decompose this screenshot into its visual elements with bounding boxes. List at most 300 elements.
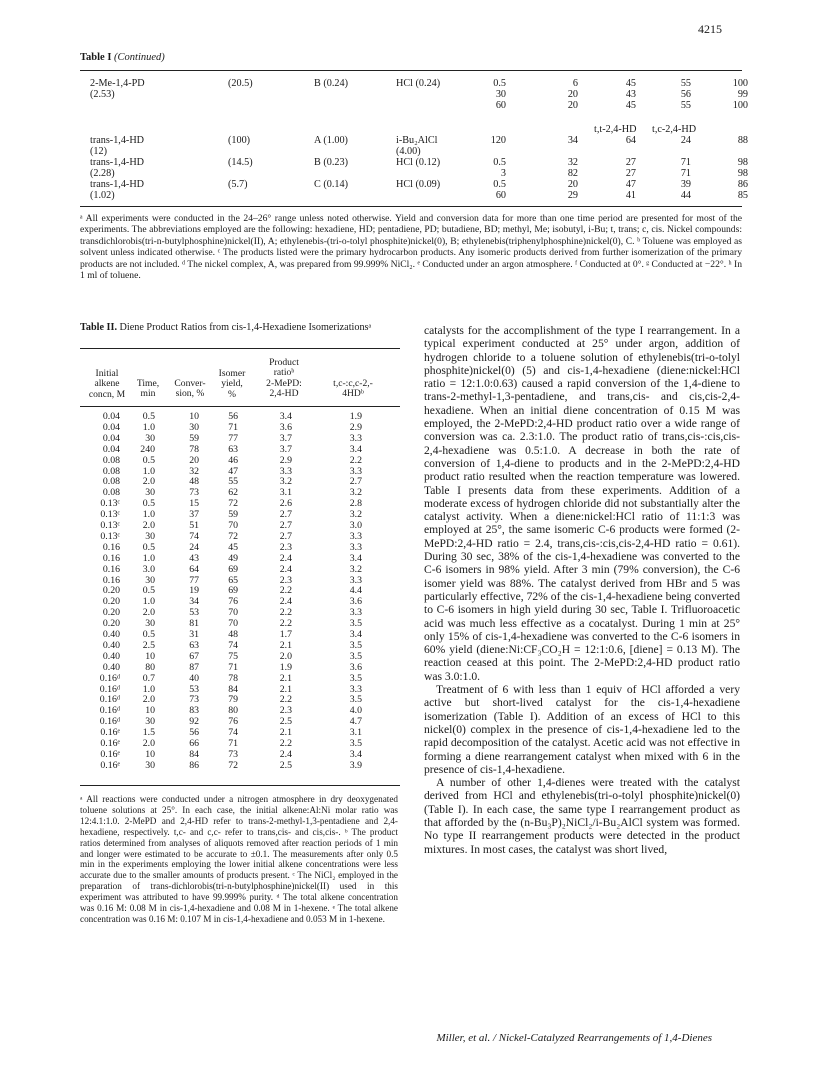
table1-cell-conv: 34 — [567, 135, 578, 146]
table2-cell-ratio: 2.7 — [279, 520, 292, 531]
table1-cell-diene: trans-1,4-HD — [90, 157, 145, 168]
table2-cell-conversion: 30 — [189, 421, 199, 433]
table2-cell-ratio: 2.5 — [279, 716, 292, 728]
table2-cell-tc-cc: 3.9 — [349, 759, 362, 771]
table2-cell-concn: 0.04 — [102, 443, 120, 455]
table2-cell-concn: 0.16ᵈ — [99, 694, 120, 706]
table2-cell-concn: 0.13ᶜ — [100, 498, 120, 510]
table1-cell-conc: (20.5) — [228, 78, 253, 89]
table2-cell-tc-cc: 3.5 — [349, 618, 362, 630]
table2-cell-concn: 0.16ᵉ — [100, 759, 120, 771]
table2-cell-tc-cc: 1.9 — [349, 411, 362, 422]
table2-cell-ratio: 2.4 — [279, 552, 292, 564]
table2-cell-yield: 84 — [228, 683, 238, 695]
table2-cell-ratio: 2.1 — [279, 639, 292, 651]
table1-cell-time: 3 — [500, 168, 506, 179]
table2-cell-ratio: 2.5 — [279, 759, 292, 771]
table2-cell-tc-cc: 3.6 — [349, 596, 362, 608]
table2-cell-tc-cc: 2.2 — [349, 454, 362, 466]
table2-header-conv-1: Conver- — [174, 378, 206, 389]
table1-footnote: ᵃ All experiments were conducted in the 24–26° range unless noted otherwise. Yield and conversion data for more than one time period are presented for most of the experiments. The abbreviations employed are the following: hexadiene, HD; pentadiene, PD; butadiene, BD; methyl, Me; isobutyl, i-Bu; t, trans; c, cis. Nickel compounds: transdichlorobis(tri-n-butylphosphine)nickel(II), A; ethylenebis-(tri-o-tolyl phosphite)nickel(0), B; ethylenebis(triphenylphosphine)nickel(0), C. ᵇ Toluene was employed as solvent unless indicated otherwise. ᶜ The products listed were the primary hydrocarbon products. Any isomeric products derived from further isomerization of the primary products are not included. ᵈ The nickel complex, A, was prepared from 99.999% NiCl₂. ᵉ Conducted under an argon atmosphere. ᶠ Conducted at 0°. ᵍ Conducted at −22°. ʰ In 1 ml of toluene. — [80, 213, 742, 282]
table2-row — [0, 456, 420, 467]
table1-cell-p2: 71 — [680, 157, 691, 168]
table2-cell-time: 240 — [140, 443, 155, 455]
table2-cell-time: 30 — [145, 487, 155, 499]
table1-cell-conc: (5.7) — [228, 179, 248, 190]
table2-cell-ratio: 2.1 — [279, 727, 292, 739]
table2-header-isomer — [212, 369, 252, 400]
table2-cell-ratio: 2.7 — [279, 509, 292, 521]
table1-cell-cat: B (0.23) — [314, 157, 348, 168]
table2-cell-ratio: 2.1 — [279, 683, 292, 695]
running-footer: Miller, et al. / Nickel-Catalyzed Rearrangements of 1,4-Dienes — [436, 1032, 712, 1044]
table1-cell-p1: 27 — [625, 168, 636, 179]
table2-cell-time: 30 — [145, 759, 155, 771]
table2-cell-yield: 46 — [228, 454, 238, 466]
table2-header-tc-1: t,c-:c,c-2,- — [333, 378, 373, 389]
table1-cell-sel: 98 — [737, 168, 748, 179]
table2-header-isomer-1: Isomer — [218, 368, 246, 379]
table1-row — [0, 146, 820, 157]
table2-cell-concn: 0.20 — [102, 585, 120, 597]
table2-cell-tc-cc: 3.4 — [349, 748, 362, 760]
table2-cell-time: 30 — [145, 716, 155, 728]
table1-isomer-tc: t,c-2,4-HD — [652, 124, 697, 135]
table1-cell-time: 0.5 — [493, 157, 506, 168]
table2-cell-tc-cc: 4.0 — [349, 705, 362, 717]
table1-cell-cat: C (0.14) — [314, 179, 348, 190]
table1-cell-acid: i-Bu₂AlCl — [396, 135, 438, 146]
table2-cell-ratio: 3.2 — [279, 476, 292, 488]
table1-cell-time: 30 — [495, 89, 506, 100]
table2-cell-tc-cc: 4.4 — [349, 585, 362, 597]
table2-cell-concn: 0.16ᵈ — [99, 716, 120, 728]
table1-cell-diene: (2.53) — [90, 89, 115, 100]
table2-cell-tc-cc: 3.3 — [349, 574, 362, 586]
table2-cell-time: 2.0 — [142, 738, 155, 749]
table2-cell-yield: 47 — [228, 465, 238, 477]
table2-cell-ratio: 2.2 — [279, 694, 292, 706]
table2-footnote: ᵃ All reactions were conducted under a nitrogen atmosphere in dry deoxygenated toluene solutions at 25°. In each case, the initial alkene:Al:Ni molar ratio was 12:4.1:1.0. 2-MePD and 2,4-HD refer to trans-2-methyl-1,3-pentadiene and 2,4-hexadiene, respectively. t,c- and c,c- refer to trans,cis- and cis,cis-. ᵇ The product ratios determined from analyses of aliquots removed after reaction periods of 1 min and longer were estimated to be accurate to ±0.1. The measurements after only 0.5 min in the experiments employing the lower initial alkene concentrations were less accurate due to the smaller amounts of products present. ᶜ The NiCl₂ employed in the preparation of trans-dichlorobis(tri-n-butylphosphine)nickel(II) used in this experiment was attributed to have 99.999% purity. ᵈ The total alkene concentration was 0.16 M: 0.08 M in cis-1,4-hexadiene and 0.08 M in 1-hexene. ᵉ The total alkene concentration was 0.16 M: 0.107 M in cis-1,4-hexadiene and 0.053 M in 1-hexene. — [80, 794, 398, 924]
table2-cell-ratio: 2.2 — [279, 738, 292, 749]
table2-cell-conversion: 83 — [189, 705, 199, 717]
body-text-column — [424, 324, 740, 856]
table1-cell-sel: 100 — [732, 78, 748, 89]
table2-cell-concn: 0.16ᵈ — [99, 683, 120, 695]
table2-cell-time: 1.5 — [142, 727, 155, 739]
table2-cell-concn: 0.16 — [102, 552, 120, 564]
table2-cell-yield: 63 — [228, 443, 238, 455]
table2-cell-conversion: 92 — [189, 716, 199, 728]
table1-cell-p2: 39 — [680, 179, 691, 190]
table2-cell-tc-cc: 3.3 — [349, 432, 362, 444]
table2-cell-conversion: 51 — [189, 520, 199, 531]
table1-bottom-rule — [80, 206, 742, 207]
table1-cell-conv: 20 — [567, 100, 578, 111]
table2-header-ratio-1: Product — [269, 357, 299, 368]
table1-cell-p1: 27 — [625, 157, 636, 168]
table1-row — [0, 168, 820, 179]
table1-cell-p2: 56 — [680, 89, 691, 100]
table2-cell-tc-cc: 3.2 — [349, 487, 362, 499]
table2-cell-ratio: 3.7 — [279, 432, 292, 444]
table2-bottom-rule — [80, 785, 400, 786]
table2-row — [0, 663, 420, 674]
table2-cell-yield: 70 — [228, 618, 238, 630]
table2-cell-tc-cc: 3.2 — [349, 563, 362, 575]
table1-cell-sel: 88 — [737, 135, 748, 146]
table2-cell-conversion: 66 — [189, 738, 199, 749]
table1-cell-diene: 2-Me-1,4-PD — [90, 78, 145, 89]
table2-cell-time: 30 — [145, 618, 155, 630]
table2-header-time — [128, 379, 168, 400]
table2-cell-conversion: 24 — [189, 541, 199, 553]
table2-header-initial — [82, 369, 132, 400]
table2-cell-concn: 0.16 — [102, 574, 120, 586]
table1-cell-acid: HCl (0.24) — [396, 78, 441, 89]
table2-cell-ratio: 2.9 — [279, 454, 292, 466]
table1-row — [0, 100, 820, 111]
table1-row — [0, 179, 820, 190]
table2-cell-yield: 72 — [228, 759, 238, 771]
table2-cell-ratio: 2.6 — [279, 498, 292, 510]
table2-header-initial-2: alkene — [94, 378, 120, 390]
table2-cell-conversion: 20 — [189, 454, 199, 466]
table1-cell-p1: 41 — [625, 190, 636, 201]
table2-cell-ratio: 2.4 — [279, 596, 292, 608]
table2-header-ratio-3: 2-MePD: — [266, 377, 302, 389]
table2-cell-yield: 59 — [228, 509, 238, 521]
table1-cell-time: 60 — [495, 190, 506, 201]
table2-header-initial-1: Initial — [95, 368, 119, 379]
table1-cell-conv: 20 — [567, 89, 578, 100]
table2-cell-concn: 0.40 — [102, 629, 120, 640]
table2-cell-tc-cc: 3.5 — [349, 650, 362, 662]
table2-cell-time: 30 — [145, 432, 155, 444]
table2-cell-tc-cc: 3.4 — [349, 443, 362, 455]
table2-cell-conversion: 19 — [189, 585, 199, 597]
table2-cell-ratio: 2.3 — [279, 574, 292, 586]
table2-cell-tc-cc: 3.4 — [349, 629, 362, 640]
table1-cell-diene: trans-1,4-HD — [90, 135, 145, 146]
table2-cell-ratio: 3.6 — [279, 421, 292, 433]
table2-cell-concn: 0.13ᶜ — [100, 509, 120, 521]
table2-header-isomer-3: % — [228, 388, 236, 400]
table2-cell-yield: 71 — [228, 421, 238, 433]
table1-title-label: Table I — [80, 52, 112, 63]
table2-cell-time: 1.0 — [142, 421, 155, 433]
table2-cell-concn: 0.20 — [102, 596, 120, 608]
table2-cell-concn: 0.16ᵈ — [99, 672, 120, 684]
table2-cell-ratio: 2.2 — [279, 618, 292, 630]
table2-cell-yield: 74 — [228, 639, 238, 651]
table2-cell-concn: 0.16ᵈ — [99, 705, 120, 717]
table2-title-label: Table II. — [80, 322, 117, 333]
table1-cell-p2: 55 — [680, 100, 691, 111]
table2-cell-tc-cc: 3.0 — [349, 520, 362, 531]
table2-title — [80, 322, 400, 333]
table1-cell-diene: (1.02) — [90, 190, 115, 201]
table2-cell-yield: 70 — [228, 607, 238, 619]
table1-cell-cat: A (1.00) — [314, 135, 348, 146]
table2-cell-ratio: 2.1 — [279, 672, 292, 684]
table2-cell-time: 10 — [145, 650, 155, 662]
table2-cell-ratio: 3.4 — [279, 411, 292, 422]
table1-cell-sel: 100 — [732, 100, 748, 111]
table1-cell-conc: (100) — [228, 135, 251, 146]
table2-cell-yield: 72 — [228, 498, 238, 510]
table2-cell-yield: 71 — [228, 738, 238, 749]
table2-cell-conversion: 74 — [189, 530, 199, 542]
table2-cell-time: 30 — [145, 574, 155, 586]
table2-header-conv-2: sion, % — [175, 388, 205, 400]
table1-cell-conv: 32 — [567, 157, 578, 168]
table1-cell-cat: B (0.24) — [314, 78, 348, 89]
table1-row — [0, 157, 820, 168]
table2-cell-time: 1.0 — [142, 596, 155, 608]
table2-header-time-1: Time, — [136, 378, 160, 389]
table2-cell-yield: 45 — [228, 541, 238, 553]
table2-cell-tc-cc: 3.5 — [349, 694, 362, 706]
table2-cell-concn: 0.04 — [102, 432, 120, 444]
table1-row — [0, 190, 820, 201]
table2-cell-time: 0.5 — [142, 541, 155, 553]
table1-row — [0, 135, 820, 146]
table2-cell-ratio: 2.3 — [279, 541, 292, 553]
table2-cell-conversion: 53 — [189, 683, 199, 695]
table2-cell-concn: 0.08 — [102, 454, 120, 466]
table2-cell-concn: 0.04 — [102, 421, 120, 433]
table2-cell-time: 0.5 — [142, 454, 155, 466]
table2-cell-conversion: 32 — [189, 465, 199, 477]
table2-cell-time: 0.7 — [142, 672, 155, 684]
table2-cell-ratio: 2.2 — [279, 607, 292, 619]
table2-row — [0, 554, 420, 565]
table2-cell-conversion: 53 — [189, 607, 199, 619]
table1-cell-p1: 64 — [625, 135, 636, 146]
table2-cell-concn: 0.16 — [102, 563, 120, 575]
table2-cell-conversion: 73 — [189, 487, 199, 499]
table2-cell-conversion: 59 — [189, 432, 199, 444]
table1-cell-p2: 55 — [680, 78, 691, 89]
table1-row — [0, 89, 820, 100]
table2-header-ratio-2: ratioᵇ — [273, 367, 295, 379]
table2-cell-ratio: 2.4 — [279, 563, 292, 575]
table2-cell-conversion: 56 — [189, 727, 199, 739]
table2-cell-yield: 77 — [228, 432, 238, 444]
table2-header-rule — [80, 406, 400, 407]
table2-cell-ratio: 2.2 — [279, 585, 292, 597]
table2-cell-tc-cc: 2.9 — [349, 421, 362, 433]
table2-cell-yield: 69 — [228, 585, 238, 597]
table2-cell-yield: 75 — [228, 650, 238, 662]
table2-cell-conversion: 40 — [189, 672, 199, 684]
table2-cell-conversion: 15 — [189, 498, 199, 510]
table2-cell-yield: 71 — [228, 661, 238, 673]
table2-cell-concn: 0.20 — [102, 618, 120, 630]
table1-title — [80, 52, 165, 63]
table2-row — [0, 565, 420, 576]
table2-cell-concn: 0.08 — [102, 465, 120, 477]
table2-cell-concn: 0.40 — [102, 661, 120, 673]
table2-cell-ratio: 2.4 — [279, 748, 292, 760]
table1-cell-p1: 43 — [625, 89, 636, 100]
table2-cell-concn: 0.13ᶜ — [100, 520, 120, 531]
table2-cell-tc-cc: 3.2 — [349, 509, 362, 521]
table2-cell-concn: 0.20 — [102, 607, 120, 619]
table1-cell-sel: 98 — [737, 157, 748, 168]
table2-row — [0, 761, 420, 772]
table2-title-text: Diene Product Ratios from cis-1,4-Hexadiene Isomerizationsᵃ — [119, 322, 372, 333]
table2-cell-time: 0.5 — [142, 411, 155, 422]
table2-cell-tc-cc: 2.7 — [349, 476, 362, 488]
table1-cell-diene: (2.28) — [90, 168, 115, 179]
table2-cell-tc-cc: 2.8 — [349, 498, 362, 510]
table2-cell-tc-cc: 3.5 — [349, 738, 362, 749]
table2-cell-conversion: 34 — [189, 596, 199, 608]
table1-cell-p2: 44 — [680, 190, 691, 201]
table2-cell-time: 0.5 — [142, 629, 155, 640]
table2-cell-time: 1.0 — [142, 552, 155, 564]
table2-cell-time: 2.0 — [142, 694, 155, 706]
table2-cell-concn: 0.08 — [102, 476, 120, 488]
table2-cell-yield: 78 — [228, 672, 238, 684]
table2-cell-yield: 62 — [228, 487, 238, 499]
table2-cell-tc-cc: 3.3 — [349, 465, 362, 477]
table2-cell-time: 3.0 — [142, 563, 155, 575]
table2-cell-time: 30 — [145, 530, 155, 542]
body-paragraph: Treatment of 6 with less than 1 equiv of HCl afforded a very active but short-lived catalyst for the cis-1,4-hexadiene isomerization (Table I). Addition of an excess of HCl to this nickel(0) complex in the presence of cis-1,4-hexadiene led to the rapid decomposition of the catalyst. Acetic acid was not effective in forming a diene rearrangement catalyst when mixed with 6 in the presence of cis-1,4-hexadiene. — [424, 683, 740, 776]
table1-cell-conv: 29 — [567, 190, 578, 201]
table1-cell-conc: (14.5) — [228, 157, 253, 168]
table2-cell-time: 10 — [145, 748, 155, 760]
table2-cell-yield: 55 — [228, 476, 238, 488]
table2-cell-yield: 56 — [228, 411, 238, 422]
table2-cell-time: 10 — [145, 705, 155, 717]
table1-cell-time: 120 — [490, 135, 506, 146]
table2-cell-concn: 0.16ᵉ — [100, 738, 120, 749]
table2-cell-yield: 72 — [228, 530, 238, 542]
table2-cell-conversion: 31 — [189, 629, 199, 640]
table2-cell-concn: 0.40 — [102, 650, 120, 662]
table2-row — [0, 674, 420, 685]
table2-cell-concn: 0.16ᵉ — [100, 748, 120, 760]
table2-cell-ratio: 2.3 — [279, 705, 292, 717]
table1-cell-time: 60 — [495, 100, 506, 111]
table2-cell-ratio: 3.1 — [279, 487, 292, 499]
table2-cell-yield: 48 — [228, 629, 238, 640]
table2-cell-conversion: 87 — [189, 661, 199, 673]
table2-cell-tc-cc: 3.3 — [349, 683, 362, 695]
table2-cell-conversion: 43 — [189, 552, 199, 564]
table2-cell-ratio: 3.7 — [279, 443, 292, 455]
table1-cell-p1: 45 — [625, 100, 636, 111]
table2-cell-time: 1.0 — [142, 683, 155, 695]
table1-cell-acid: HCl (0.09) — [396, 179, 441, 190]
table2-cell-time: 0.5 — [142, 585, 155, 597]
table1-cell-p1: 45 — [625, 78, 636, 89]
table2-cell-concn: 0.16 — [102, 541, 120, 553]
table2-cell-time: 2.0 — [142, 607, 155, 619]
table2-cell-conversion: 86 — [189, 759, 199, 771]
table2-header-conv — [168, 379, 212, 400]
table1-cell-acid: (4.00) — [396, 146, 421, 157]
table2-cell-time: 1.0 — [142, 509, 155, 521]
table1-cell-time: 0.5 — [493, 179, 506, 190]
table2-cell-conversion: 37 — [189, 509, 199, 521]
table2-cell-conversion: 84 — [189, 748, 199, 760]
table2-row — [0, 445, 420, 456]
table1-cell-sel: 86 — [737, 179, 748, 190]
table2-cell-concn: 0.13ᶜ — [100, 530, 120, 542]
table2-cell-tc-cc: 3.5 — [349, 639, 362, 651]
table2-cell-time: 80 — [145, 661, 155, 673]
table2-cell-tc-cc: 3.3 — [349, 530, 362, 542]
table2-cell-yield: 70 — [228, 520, 238, 531]
table2-cell-tc-cc: 3.3 — [349, 541, 362, 553]
table1-top-rule — [80, 70, 742, 71]
table2-cell-concn: 0.40 — [102, 639, 120, 651]
table2-cell-time: 1.0 — [142, 465, 155, 477]
table2-top-rule — [80, 348, 400, 349]
table2-header-tc — [316, 379, 390, 400]
table2-cell-yield: 69 — [228, 563, 238, 575]
table2-cell-time: 2.0 — [142, 520, 155, 531]
table2-cell-conversion: 63 — [189, 639, 199, 651]
table1-cell-acid: HCl (0.12) — [396, 157, 441, 168]
table2-cell-conversion: 10 — [189, 411, 199, 422]
table1-isomer-header — [0, 124, 820, 135]
table1-cell-conv: 20 — [567, 179, 578, 190]
table2-cell-conversion: 48 — [189, 476, 199, 488]
table2-cell-tc-cc: 4.7 — [349, 716, 362, 728]
table2-cell-time: 2.0 — [142, 476, 155, 488]
table1-cell-time: 0.5 — [493, 78, 506, 89]
table2-cell-ratio: 2.0 — [279, 650, 292, 662]
table1-row — [0, 78, 820, 89]
table2-header-initial-3: concn, M — [88, 388, 126, 400]
table2-cell-conversion: 77 — [189, 574, 199, 586]
table2-cell-yield: 79 — [228, 694, 238, 706]
table2-cell-ratio: 1.9 — [279, 661, 292, 673]
table2-cell-yield: 76 — [228, 716, 238, 728]
table2-header-tc-2: 4HDᵇ — [342, 388, 364, 400]
table2-cell-yield: 65 — [228, 574, 238, 586]
table2-header-ratio — [256, 358, 312, 400]
table1-cell-diene: (12) — [90, 146, 107, 157]
table2-cell-yield: 73 — [228, 748, 238, 760]
table1-cell-conv: 6 — [572, 78, 578, 89]
table1-cell-p1: 47 — [625, 179, 636, 190]
table2-cell-conversion: 81 — [189, 618, 199, 630]
table2-cell-tc-cc: 3.3 — [349, 607, 362, 619]
table2-cell-ratio: 3.3 — [279, 465, 292, 477]
table2-cell-conversion: 78 — [189, 443, 199, 455]
table2-cell-yield: 80 — [228, 705, 238, 717]
page-number: 4215 — [698, 22, 722, 36]
table1-title-continued: (Continued) — [114, 52, 165, 63]
table1-cell-sel: 99 — [737, 89, 748, 100]
table2-cell-time: 2.5 — [142, 639, 155, 651]
table1-isomer-tt: t,t-2,4-HD — [594, 124, 637, 135]
table2-cell-conversion: 64 — [189, 563, 199, 575]
table2-cell-conversion: 67 — [189, 650, 199, 662]
table2-cell-concn: 0.04 — [102, 411, 120, 422]
table2-cell-yield: 74 — [228, 727, 238, 739]
table2-cell-tc-cc: 3.5 — [349, 672, 362, 684]
table2-cell-tc-cc: 3.1 — [349, 727, 362, 739]
table1-cell-sel: 85 — [737, 190, 748, 201]
